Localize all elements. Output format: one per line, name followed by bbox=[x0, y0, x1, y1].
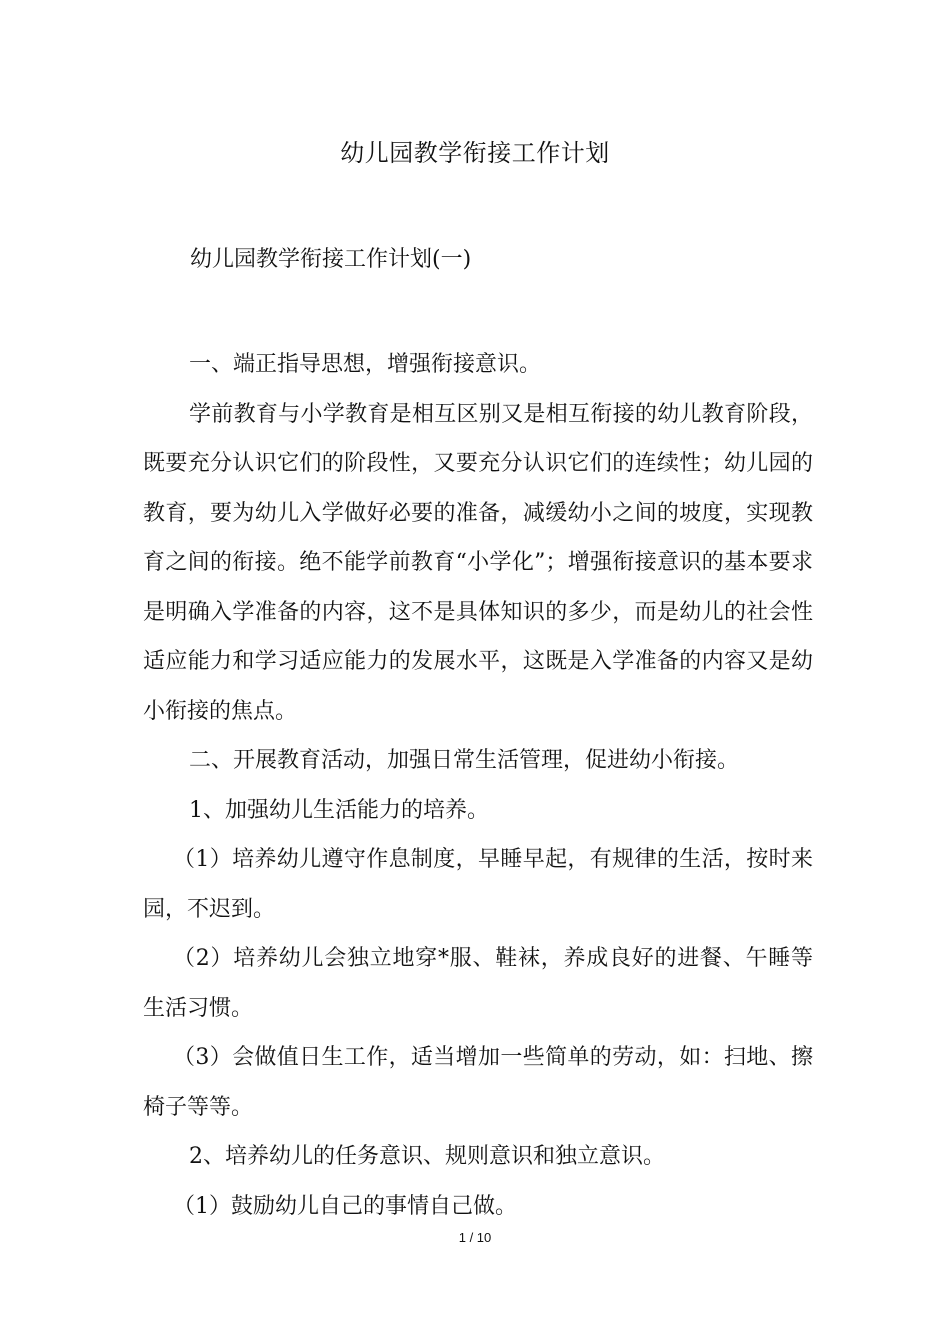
section-heading: 二、开展教育活动，加强日常生活管理，促进幼小衔接。 bbox=[189, 748, 740, 773]
document-body bbox=[143, 340, 813, 1231]
list-item: （1）培养幼儿遵守作息制度，早睡早起，有规律的生活，按时来园，不迟到。 bbox=[143, 847, 813, 922]
subsection-heading: 2、培养幼儿的任务意识、规则意识和独立意识。 bbox=[189, 1144, 665, 1169]
list-item: （2）培养幼儿会独立地穿*服、鞋袜，养成良好的进餐、午睡等生活习惯。 bbox=[143, 946, 813, 1021]
document-subtitle: 幼儿园教学衔接工作计划(一) bbox=[190, 247, 472, 272]
subsection-heading: 1、加强幼儿生活能力的培养。 bbox=[189, 797, 489, 823]
document-title: 幼儿园教学衔接工作计划 bbox=[340, 139, 610, 167]
list-item: （1）鼓励幼儿自己的事情自己做。 bbox=[173, 1193, 517, 1219]
section-heading: 一、端正指导思想，增强衔接意识。 bbox=[189, 352, 542, 377]
list-item: （3）会做值日生工作，适当增加一些简单的劳动，如：扫地、擦椅子等等。 bbox=[143, 1045, 813, 1120]
page-number: 1 / 10 bbox=[458, 1230, 492, 1245]
body-paragraph: 学前教育与小学教育是相互区别又是相互衔接的幼儿教育阶段，既要充分认识它们的阶段性，又要充分认识它们的连续性；幼儿园的教育，要为幼儿入学做好必要的准备，减缓幼小之间的坡度，实现教育之间的衔接。绝不能学前教育“小学化”；增强衔接意识的基本要求是明确入学准备的内容，这不是具体知识的多少，而是幼儿的社会性适应能力和学习适应能力的发展水平，这既是入学准备的内容又是幼小衔接的焦点。 bbox=[143, 401, 813, 724]
